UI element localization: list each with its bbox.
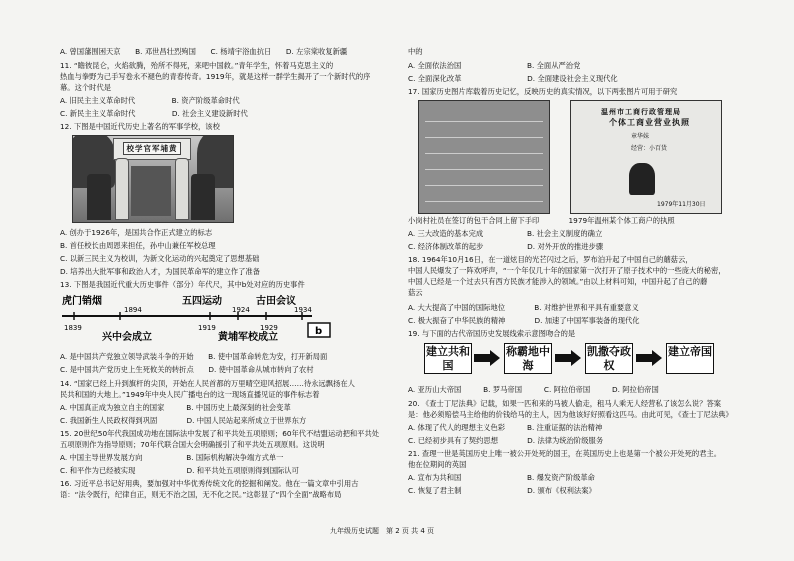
- license-field-name: 章华妹: [631, 133, 650, 140]
- flow-step-3: 凯撒夺政权: [587, 345, 631, 372]
- q18-stem-line3: 中国人已经是一个过去只有西方民族才能涉入的领域。”由以上材料可知，中国升起了自己的蘑: [408, 277, 708, 286]
- license-field-date: 1979年11月30日: [657, 201, 706, 208]
- license-field-scope: 经营：小百货: [631, 145, 668, 152]
- q16-stem-line3: 中的: [408, 47, 423, 56]
- q15-options-cd: C. 和平作为已经被实现 D. 和平共处五项原则得到国际认可: [60, 466, 299, 475]
- timeline-event-1929: 古田会议: [256, 296, 296, 307]
- q15-options-ab: A. 中国主导世界发展方向 B. 国际机构解决争端方式单一: [60, 453, 284, 462]
- q18-stem-line4: 菇云: [408, 288, 423, 297]
- q14-options-ab: A. 中国真正成为独立自主的国家 B. 中国历史上最深刻的社会变革: [60, 403, 291, 412]
- q21-stem-line1: 21. 查理一世是英国历史上唯一被公开处死的国王，在英国历史上也是第一个被公开处死的君主。: [408, 449, 722, 458]
- page-footer: 九年级历史试题 第 2 页 共 4 页: [330, 527, 435, 535]
- flow-step-2: 称霸地中海: [506, 345, 550, 372]
- q18-stem-line2: 中国人民爆发了一阵欢呼声，“一个年仅几十年的国家第一次打开了原子技术中的一些庞大的秘密，: [408, 266, 726, 275]
- timeline-year-1924: 1924: [232, 306, 250, 314]
- q14-stem-line2: 民共和国的大地上。”1949年中央人民广播电台的这一现场直播见证的事件标志着: [60, 390, 320, 399]
- q14-stem-line1: 14. “国家已经上升到旗杆的尖顶，开始在人民首都的万里晴空迎风招展……待永远飘扬在人: [60, 379, 355, 388]
- timeline-chart: [62, 294, 348, 346]
- q20-options-ab: A. 体现了代人的理想主义色彩 B. 注重证据的法治精神: [408, 423, 603, 432]
- timeline-event-1839: 虎门销烟: [62, 296, 102, 307]
- q17-stem: 17. 国家历史图片库载着历史记忆，反映历史的真实情况，以下两张图片可用于研究: [408, 87, 678, 96]
- q10-options: A. 曾国藩围困天京 B. 邓世昌壮烈殉国 C. 杨靖宇浴血抗日 D. 左宗棠收复新疆: [60, 47, 348, 56]
- business-license-photo: [570, 100, 722, 214]
- flow-step-1: 建立共和国: [426, 345, 470, 372]
- flow-arrow-2: [555, 350, 581, 366]
- q19-options: A. 亚历山大帝国 B. 罗马帝国 C. 阿拉伯帝国 D. 阿拉伯帝国: [408, 385, 659, 394]
- timeline-event-1894: 兴中会成立: [102, 332, 152, 343]
- q16-stem-line2: 语：“法令既行，纪律自正，则无不治之国，无不化之民。”这彰显了“四个全面”战略布局: [60, 490, 342, 499]
- q16-options-ab: A. 全面依法治国 B. 全面从严治党: [408, 61, 581, 70]
- q20-options-cd: C. 已经初步具有了契约思想 D. 法律为统治阶级服务: [408, 436, 604, 445]
- q20-stem-line2: 是：他必须赔偿马主给他的价钱给马的主人，因为他该好好照看这匹马。由此可见，《查士丁尼法典》: [408, 410, 733, 419]
- q20-stem-line1: 20. 《查士丁尼法典》记载，如果一匹和来的马被人偷走，租马人乘无人经营私了该怎么说？答案: [408, 399, 722, 408]
- timeline-year-1894: 1894: [124, 306, 142, 314]
- q15-stem-line2: 五项原则作为指导原则；70年代联合国大会明确援引了和平共处五项原则。这说明: [60, 440, 325, 449]
- q14-options-cd: C. 我国新生人民政权得到巩固 D. 中国人民站起来所成立于世界东方: [60, 416, 307, 425]
- timeline-year-1839: 1839: [64, 324, 82, 332]
- q18-stem-line1: 18. 1964年10月16日，在一道炫目的光芒闪过之后，罗布泊升起了中国自己的蘑菇云，: [408, 255, 693, 264]
- q13-options-ab: A. 是中国共产党独立领导武装斗争的开始 B. 使中国革命转危为安，打开新局面: [60, 352, 328, 361]
- q12-option-a: A. 创办于1926年，是国共合作正式建立的标志: [60, 228, 213, 237]
- q21-options-ab: A. 宣布为共和国 B. 爆发资产阶级革命: [408, 473, 595, 482]
- license-header: 温州市工商行政管理局: [601, 108, 681, 116]
- q11-stem-line1: 11. “瞻彼昆仑，火焰欲腾，殆所不得死，来吧中国救。”青年学生，怀着马克思主义的: [60, 61, 334, 70]
- timeline-year-1919: 1919: [198, 324, 216, 332]
- q12-option-c: C. 以新三民主义为校训，为新文化运动的兴起奠定了思想基础: [60, 254, 260, 263]
- flow-step-4: 建立帝国: [666, 343, 714, 374]
- q19-stem: 19. 与下面的古代帝国历史发展线索示意图吻合的是: [408, 329, 576, 338]
- q13-options-cd: C. 是中国共产党历史上生死攸关的转折点 D. 使中国革命从城市转向了农村: [60, 365, 314, 374]
- q12-option-d: D. 培养出大批军事和政治人才，为国民革命军的建立作了准备: [60, 267, 260, 276]
- q11-options-cd: C. 新民主主义革命时代 D. 社会主义建设新时代: [60, 109, 248, 118]
- q12-option-b: B. 首任校长由周恩来担任，孙中山兼任军校总理: [60, 241, 216, 250]
- q21-options-cd: C. 恢复了君主制 D. 颁布《权利法案》: [408, 486, 596, 495]
- license-portrait: [629, 163, 655, 195]
- timeline-year-1934: 1934: [294, 306, 312, 314]
- flow-arrow-3: [636, 350, 662, 366]
- q21-stem-line2: 他在位期间的英国: [408, 460, 467, 469]
- q18-options-ab: A. 大大提高了中国的国际地位 B. 对维护世界和平具有重要意义: [408, 303, 639, 312]
- q15-stem-line1: 15. 20世纪50年代我国成功地在国际法中发展了和平共处五项原则；60年代不结盟运动把和平共处: [60, 429, 380, 438]
- q17-options-ab: A. 三大改造的基本完成 B. 社会主义制度的确立: [408, 229, 603, 238]
- flow-arrow-1: [474, 350, 500, 366]
- license-title: 个体工商业营业执照: [609, 118, 690, 127]
- q18-options-cd: C. 极大振奋了中华民族的精神 D. 加速了中国军事装备的现代化: [408, 316, 640, 325]
- q16-stem-line1: 16. 习近平总书记好用典，要加强对中华优秀传统文化的挖掘和阐发。他在一篇文章中引用古: [60, 479, 359, 488]
- timeline-event-1919: 五四运动: [182, 296, 222, 307]
- timeline-year-1929: 1929: [260, 324, 278, 332]
- whampoa-gate-photo: [72, 135, 234, 223]
- q13-stem: 13. 下图是我国近代重大历史事件（部分）年代尺，其中b处对应的历史事件: [60, 280, 305, 289]
- q17-photo-captions: 小岗村社员在签订的包干合同上留下手印 1979年温州某个体工商户的执照: [408, 216, 675, 225]
- timeline-event-b: b: [315, 326, 323, 337]
- q11-stem-line3: 幕。这个时代是: [60, 83, 112, 92]
- contract-fingerprint-photo: [418, 100, 550, 214]
- q12-stem: 12. 下图是中国近代历史上著名的军事学校，该校: [60, 122, 220, 131]
- q11-options-ab: A. 旧民主主义革命时代 B. 资产阶级革命时代: [60, 96, 240, 105]
- gate-sign: 校学官军埔黄: [123, 142, 181, 155]
- timeline-event-1924: 黄埔军校成立: [218, 332, 278, 343]
- q17-options-cd: C. 经济体制改革的起步 D. 对外开放的推进步骤: [408, 242, 604, 251]
- q16-options-cd: C. 全面深化改革 D. 全面建设社会主义现代化: [408, 74, 618, 83]
- q11-stem-line2: 热血与拳野为己手写卷永不褪色的青春传奇。1919年，就是这样一群学生揭开了一个新时代的序: [60, 72, 371, 81]
